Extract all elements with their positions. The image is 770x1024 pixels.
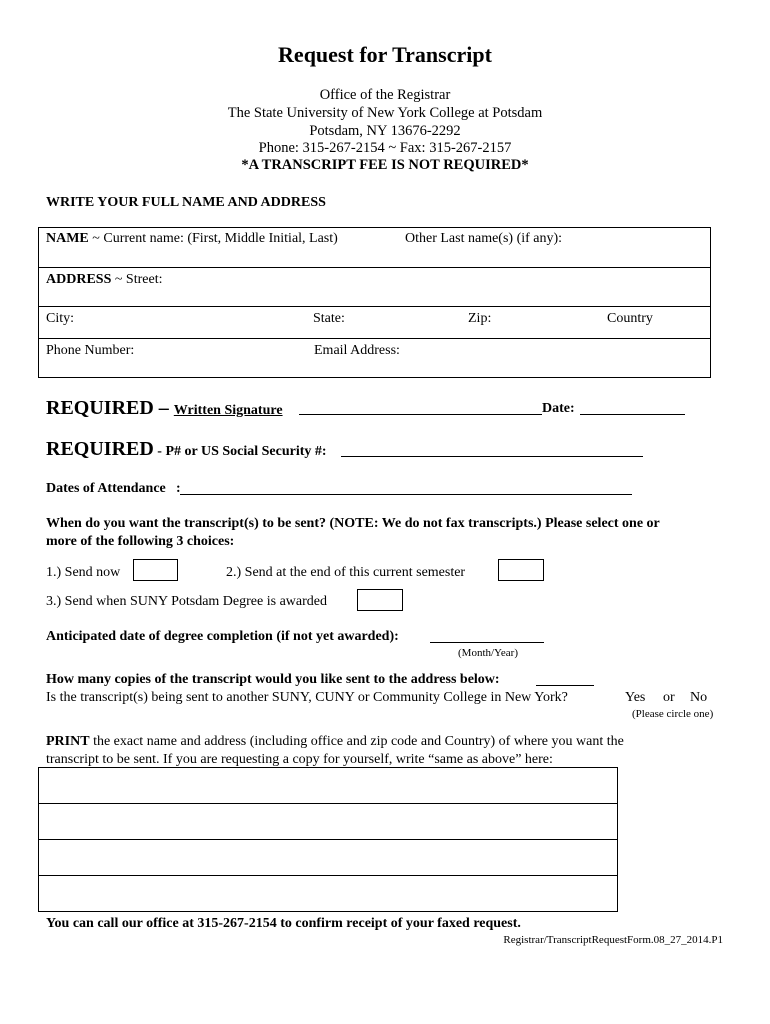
name-address-heading: WRITE YOUR FULL NAME AND ADDRESS [46, 195, 326, 210]
signature-line[interactable] [299, 414, 542, 415]
email-field[interactable]: Email Address: [314, 343, 400, 358]
print-label: PRINT [46, 734, 90, 749]
recipient-address-line-4[interactable] [39, 876, 617, 911]
attendance-label: Dates of Attendance [46, 481, 166, 496]
ssn-label: - P# or US Social Security #: [153, 444, 327, 459]
copies-question: How many copies of the transcript would you like sent to the address below: [46, 672, 500, 687]
attendance-line[interactable] [180, 494, 632, 495]
recipient-address-line-1[interactable] [39, 768, 617, 803]
print-text: the exact name and address (including office and zip code and Country) of where you want the [89, 734, 624, 749]
attendance-colon: : [176, 481, 181, 496]
date-line[interactable] [580, 414, 685, 415]
or-text: or [663, 690, 675, 705]
divider [38, 338, 711, 339]
zip-field[interactable]: Zip: [468, 311, 492, 326]
ssn-line[interactable] [341, 456, 643, 457]
signature-label: Written Signature [173, 403, 283, 418]
recipient-address-line-3[interactable] [39, 840, 617, 875]
send-now-checkbox[interactable] [133, 559, 178, 581]
suny-question: Is the transcript(s) being sent to another SUNY, CUNY or Community College in New York? [46, 690, 568, 705]
degree-completion-line[interactable] [430, 642, 544, 643]
required-label: REQUIRED [46, 438, 154, 460]
street-label: ~ Street: [111, 272, 163, 287]
page-title: Request for Transcript [278, 42, 492, 67]
divider [38, 306, 711, 307]
address-label: ADDRESS [46, 272, 112, 287]
yes-option[interactable]: Yes [625, 690, 646, 705]
option-send-now-label: 1.) Send now [46, 565, 121, 580]
print-instructions-line2: transcript to be sent. If you are requesting a copy for yourself, write “same as above” here: [46, 752, 553, 767]
fee-notice: *A TRANSCRIPT FEE IS NOT REQUIRED* [241, 157, 529, 173]
no-option[interactable]: No [690, 690, 708, 705]
phone-fax-line: Phone: 315-267-2154 ~ Fax: 315-267-2157 [258, 140, 512, 156]
call-office-text: You can call our office at 315-267-2154 to confirm receipt of your faxed request. [46, 916, 521, 931]
signature-row [46, 397, 283, 420]
send-question: When do you want the transcript(s) to be sent? (NOTE: We do not fax transcripts.) Please select one or [46, 516, 660, 531]
copies-line[interactable] [536, 685, 594, 686]
ssn-row [46, 438, 327, 461]
required-label: REQUIRED [46, 397, 154, 419]
required-dash: – [153, 397, 174, 419]
recipient-address-line-2[interactable] [39, 804, 617, 839]
state-field[interactable]: State: [313, 311, 345, 326]
city-line: Potsdam, NY 13676-2292 [309, 123, 461, 139]
other-names-field[interactable]: Other Last name(s) (if any): [405, 231, 563, 246]
name-label: NAME [46, 231, 89, 246]
phone-field[interactable]: Phone Number: [46, 343, 135, 358]
office-name: Office of the Registrar [319, 87, 451, 103]
option-degree-awarded-label: 3.) Send when SUNY Potsdam Degree is awarded [46, 594, 327, 609]
country-field[interactable]: Country [607, 311, 653, 326]
university-name: The State University of New York College at Potsdam [227, 105, 543, 121]
city-field[interactable]: City: [46, 311, 75, 326]
send-question-line2: more of the following 3 choices: [46, 534, 235, 549]
date-label: Date: [542, 401, 575, 416]
circle-hint: (Please circle one) [632, 708, 714, 720]
option-end-semester-label: 2.) Send at the end of this current semester [226, 565, 466, 580]
name-field[interactable] [46, 231, 338, 247]
month-year-hint: (Month/Year) [458, 647, 518, 659]
divider [38, 267, 711, 268]
form-id: Registrar/TranscriptRequestForm.08_27_2014.P1 [503, 934, 723, 946]
print-instructions [46, 734, 624, 750]
name-description: ~ Current name: (First, Middle Initial, Last) [88, 231, 338, 246]
degree-completion-label: Anticipated date of degree completion (if not yet awarded): [46, 629, 399, 644]
degree-awarded-checkbox[interactable] [357, 589, 403, 611]
end-semester-checkbox[interactable] [498, 559, 544, 581]
address-street-field[interactable] [46, 272, 162, 288]
